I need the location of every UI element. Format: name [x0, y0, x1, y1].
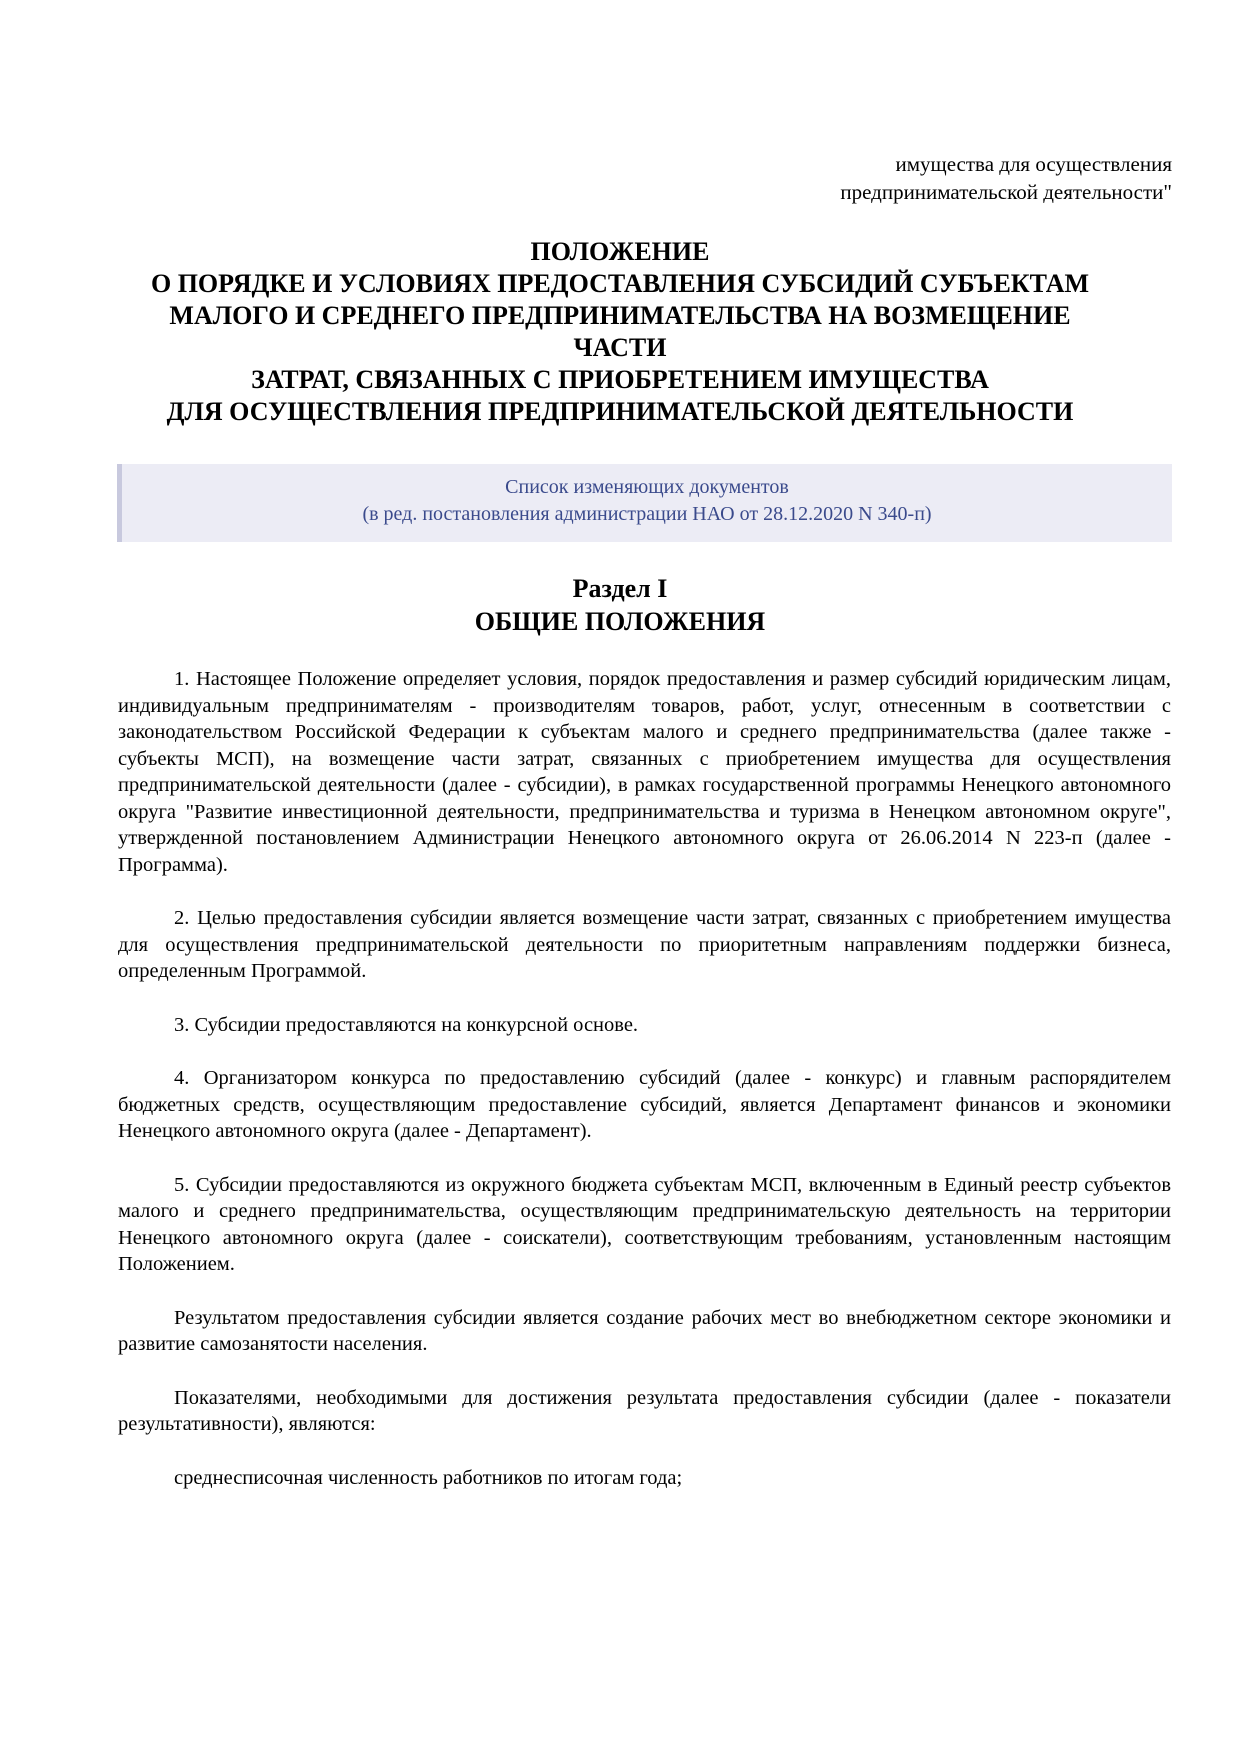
title-line: ПОЛОЖЕНИЕ: [530, 237, 710, 266]
appendix-header-line: предпринимательской деятельности": [840, 180, 1172, 204]
amendments-box: [117, 464, 1172, 542]
section-number: Раздел I: [572, 574, 668, 603]
document-body: [118, 666, 1171, 1518]
amendments-heading: Список изменяющих документов: [505, 476, 789, 498]
title-line: МАЛОГО И СРЕДНЕГО ПРЕДПРИНИМАТЕЛЬСТВА НА ВОЗМЕЩЕНИЕ: [169, 301, 1071, 330]
title-line: ЗАТРАТ, СВЯЗАННЫХ С ПРИОБРЕТЕНИЕМ ИМУЩЕСТВА: [251, 365, 989, 394]
paragraph: 3. Субсидии предоставляются на конкурсной основе.: [174, 1013, 639, 1036]
paragraph: 2. Целью предоставления субсидии является возмещение части затрат, связанных с приобретением имущества для осуществления предпринимательской деятельности по приоритетным направлениям поддержки бизнеса, определенным Программой.: [118, 907, 1171, 982]
paragraph: Показателями, необходимыми для достижения результата предоставления субсидии (далее - показатели результативности), являются:: [118, 1386, 1171, 1435]
title-line: ЧАСТИ: [573, 333, 667, 362]
section-name: ОБЩИЕ ПОЛОЖЕНИЯ: [474, 607, 766, 636]
paragraph: среднесписочная численность работников по итогам года;: [174, 1466, 683, 1489]
paragraph: 4. Организатором конкурса по предоставлению субсидий (далее - конкурс) и главным распорядителем бюджетных средств, осуществляющим предоставление субсидий, является Департамент финансов и экономики Ненецкого автономного округа (далее - Департамент).: [118, 1067, 1171, 1142]
amendments-revision-link[interactable]: (в ред. постановления администрации НАО от 28.12.2020 N 340-п): [362, 503, 932, 525]
document-title: [100, 236, 1140, 428]
section-heading: [100, 572, 1140, 638]
paragraph: 5. Субсидии предоставляются из окружного бюджета субъектам МСП, включенным в Единый реестр субъектов малого и среднего предпринимательства, осуществляющим предпринимательскую деятельность на территории Ненецкого автономного округа (далее - соискатели), соответствующим требованиям, установленным настоящим Положением.: [118, 1173, 1171, 1275]
title-line: ДЛЯ ОСУЩЕСТВЛЕНИЯ ПРЕДПРИНИМАТЕЛЬСКОЙ ДЕЯТЕЛЬНОСТИ: [166, 397, 1074, 426]
title-line: О ПОРЯДКЕ И УСЛОВИЯХ ПРЕДОСТАВЛЕНИЯ СУБСИДИЙ СУБЪЕКТАМ: [150, 269, 1090, 298]
paragraph: Результатом предоставления субсидии является создание рабочих мест во внебюджетном секторе экономики и развитие самозанятости населения.: [118, 1306, 1171, 1355]
paragraph: 1. Настоящее Положение определяет условия, порядок предоставления и размер субсидий юридическим лицам, индивидуальным предпринимателям - производителям товаров, работ, услуг, отнесенным в соответствии с законодательством Российской Федерации к субъектам малого и среднего предпринимательства (далее также - субъекты МСП), на возмещение части затрат, связанных с приобретением имущества для осуществления предпринимательской деятельности (далее - субсидии), в рамках государственной программы Ненецкого автономного округа "Развитие инвестиционной деятельности, предпринимательства и туризма в Ненецком автономном округе", утвержденной постановлением Администрации Ненецкого автономного округа от 26.06.2014 N 223-п (далее - Программа).: [118, 668, 1171, 876]
appendix-header-line: имущества для осуществления: [895, 152, 1172, 176]
appendix-header: [840, 150, 1172, 206]
